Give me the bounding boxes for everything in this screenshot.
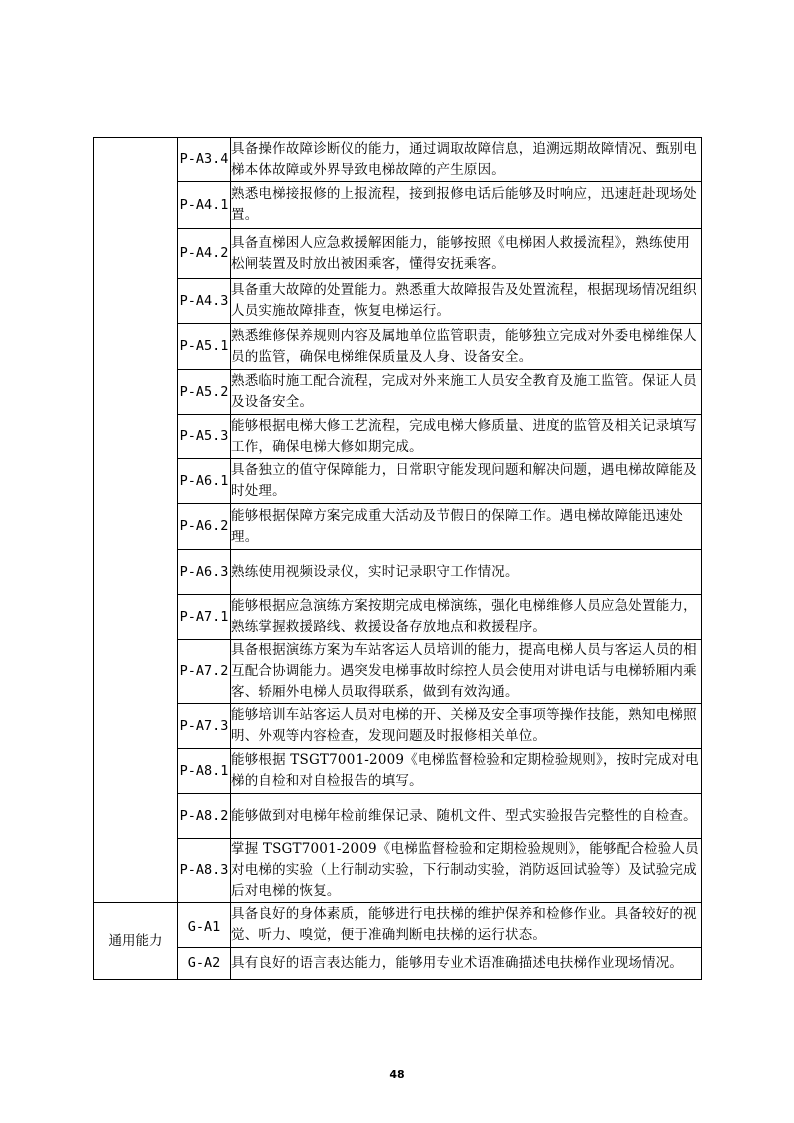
description-cell: 能够根据电梯大修工艺流程，完成电梯大修质量、进度的监管及相关记录填写工作，确保电梯大修如期完成。 (231, 415, 702, 459)
description-cell: 具备根据演练方案为车站客运人员培训的能力，提高电梯人员与客运人员的相互配合协调能力。遇突发电梯事故时综控人员会使用对讲电话与电梯轿厢内乘客、轿厢外电梯人员取得联系，做到有效沟通。 (231, 640, 702, 704)
code-cell: G-A2 (178, 948, 231, 980)
description-cell: 能够培训车站客运人员对电梯的开、关梯及安全事项等操作技能，熟知电梯照明、外观等内容检查，发现问题及时报修相关单位。 (231, 704, 702, 749)
description-cell: 掌握 TSGT7001-2009《电梯监督检验和定期检验规则》，能够配合检验人员对电梯的实验（上行制动实验，下行制动实验，消防返回试验等）及试验完成后对电梯的恢复。 (231, 839, 702, 903)
page-number: 48 (389, 1068, 405, 1081)
description-cell: 熟练使用视频设录仪，实时记录职守工作情况。 (231, 550, 702, 595)
code-cell: P-A4.3 (178, 279, 231, 324)
category-cell-empty (94, 138, 178, 903)
code-cell: P-A5.2 (178, 370, 231, 415)
code-cell: P-A8.3 (178, 839, 231, 903)
description-cell: 熟悉维修保养规则内容及属地单位监管职责，能够独立完成对外委电梯维保人员的监管，确保电梯维保质量及人身、设备安全。 (231, 324, 702, 370)
category-cell-general: 通用能力 (94, 903, 178, 980)
description-cell: 具备直梯困人应急救援解困能力，能够按照《电梯困人救援流程》，熟练使用松闸装置及时放出被困乘客，懂得安抚乘客。 (231, 229, 702, 279)
description-cell: 具备重大故障的处置能力。熟悉重大故障报告及处置流程，根据现场情况组织人员实施故障排查，恢复电梯运行。 (231, 279, 702, 324)
code-cell: P-A7.1 (178, 595, 231, 640)
code-cell: P-A7.3 (178, 704, 231, 749)
description-cell: 熟悉临时施工配合流程，完成对外来施工人员安全教育及施工监管。保证人员及设备安全。 (231, 370, 702, 415)
description-cell: 具备良好的身体素质，能够进行电扶梯的维护保养和检修作业。具备较好的视觉、听力、嗅觉，便于准确判断电扶梯的运行状态。 (231, 903, 702, 948)
description-cell: 具有良好的语言表达能力，能够用专业术语准确描述电扶梯作业现场情况。 (231, 948, 702, 980)
code-cell: P-A7.2 (178, 640, 231, 704)
code-cell: P-A4.1 (178, 182, 231, 229)
description-cell: 熟悉电梯接报修的上报流程，接到报修电话后能够及时响应，迅速赶赴现场处置。 (231, 182, 702, 229)
competency-table (93, 137, 702, 980)
description-cell: 能够做到对电梯年检前维保记录、随机文件、型式实验报告完整性的自检查。 (231, 794, 702, 839)
code-cell: P-A5.3 (178, 415, 231, 459)
code-cell: P-A5.1 (178, 324, 231, 370)
code-cell: P-A3.4 (178, 138, 231, 182)
code-cell: P-A6.1 (178, 459, 231, 504)
code-cell: P-A8.1 (178, 749, 231, 794)
code-cell: P-A8.2 (178, 794, 231, 839)
code-cell: G-A1 (178, 903, 231, 948)
description-cell: 具备操作故障诊断仪的能力，通过调取故障信息，追溯远期故障情况、甄别电梯本体故障或外界导致电梯故障的产生原因。 (231, 138, 702, 182)
description-cell: 能够根据应急演练方案按期完成电梯演练，强化电梯维修人员应急处置能力，熟练掌握救援路线、救援设备存放地点和救援程序。 (231, 595, 702, 640)
code-cell: P-A6.3 (178, 550, 231, 595)
code-cell: P-A4.2 (178, 229, 231, 279)
description-cell: 能够根据保障方案完成重大活动及节假日的保障工作。遇电梯故障能迅速处理。 (231, 504, 702, 550)
description-cell: 能够根据 TSGT7001-2009《电梯监督检验和定期检验规则》，按时完成对电梯的自检和对自检报告的填写。 (231, 749, 702, 794)
description-cell: 具备独立的值守保障能力，日常职守能发现问题和解决问题，遇电梯故障能及时处理。 (231, 459, 702, 504)
code-cell: P-A6.2 (178, 504, 231, 550)
